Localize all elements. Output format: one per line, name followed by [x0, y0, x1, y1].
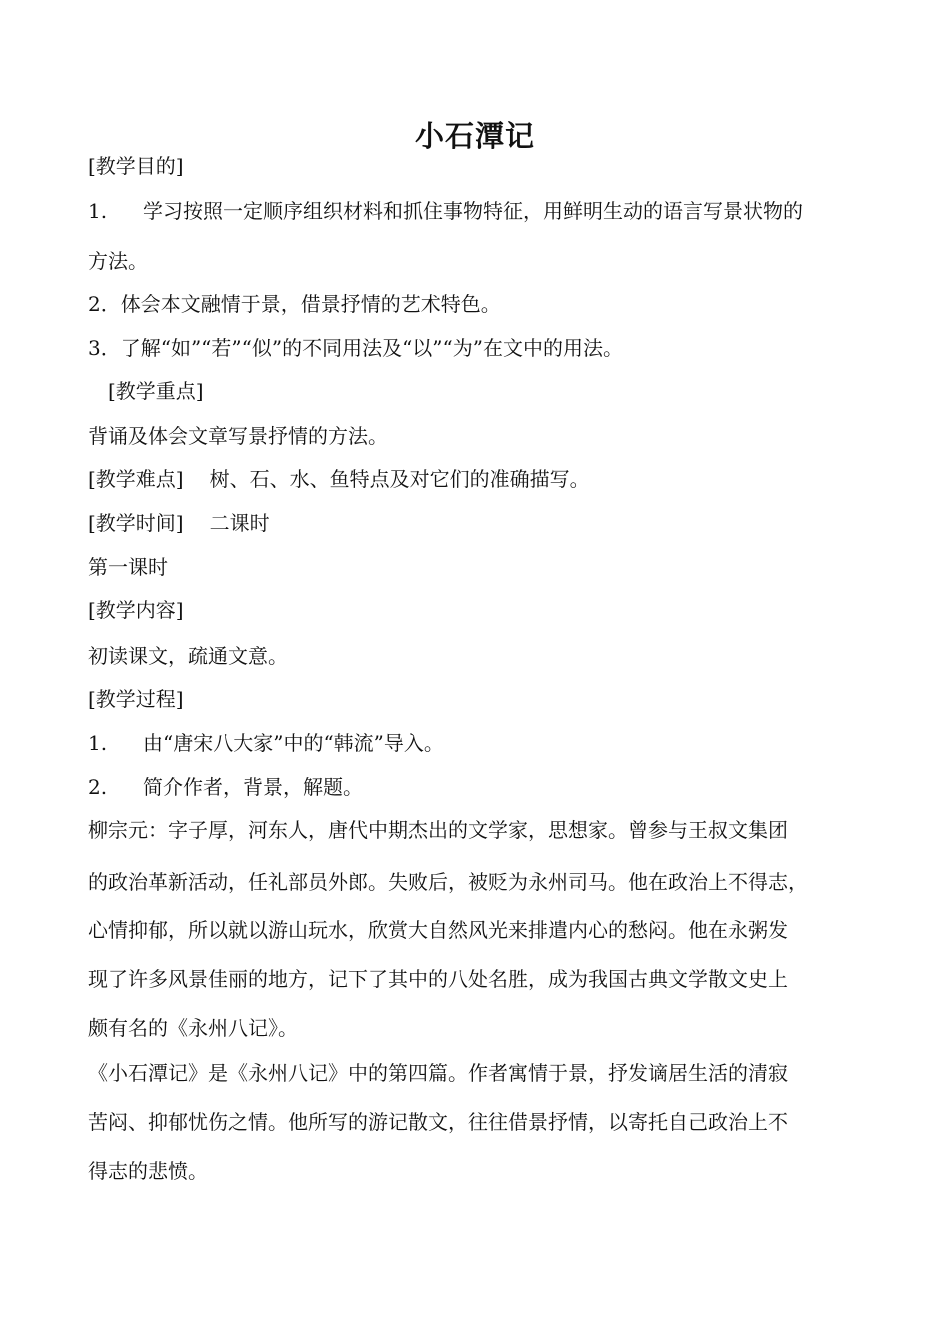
- objective-number-1: 1.: [88, 199, 108, 223]
- key-points-heading: [教学重点]: [108, 379, 204, 403]
- objective-item-1: [88, 195, 878, 227]
- time-text: 二课时: [209, 511, 270, 535]
- lesson-one-label: 第一课时: [88, 555, 168, 579]
- difficulty-line: [88, 463, 878, 495]
- content-text: 初读课文，疏通文意。: [88, 644, 288, 668]
- difficulty-text: 树、石、水、鱼特点及对它们的准确描写。: [209, 467, 590, 491]
- process-text-2: 简介作者，背景，解题。: [143, 775, 363, 799]
- difficulty-heading: [教学难点]: [88, 467, 184, 491]
- intro-paragraph-line: 《小石潭记》是《永州八记》中的第四篇。作者寓情于景，抒发谪居生活的清寂: [88, 1061, 788, 1085]
- key-points-text: 背诵及体会文章写景抒情的方法。: [88, 424, 388, 448]
- author-paragraph-line: 颇有名的《永州八记》。: [88, 1016, 298, 1040]
- time-line: [88, 507, 878, 539]
- process-number-2: 2.: [88, 775, 108, 799]
- intro-paragraph-line: 苦闷、抑郁忧伤之情。他所写的游记散文，往往借景抒情，以寄托自己政治上不: [88, 1110, 788, 1134]
- process-step-2: [88, 771, 878, 803]
- process-number-1: 1.: [88, 731, 108, 755]
- objective-item-1-continued: 方法。: [88, 249, 148, 273]
- author-paragraph-line: 的政治革新活动，任礼部员外郎。失败后，被贬为永州司马。他在政治上不得志，: [88, 870, 808, 894]
- objective-item-2: 2．体会本文融情于景，借景抒情的艺术特色。: [88, 292, 501, 316]
- content-heading: [教学内容]: [88, 598, 184, 622]
- objective-item-3: 3．了解“如”“若”“似”的不同用法及“以”“为”在文中的用法。: [88, 336, 623, 360]
- author-paragraph-line: 心情抑郁，所以就以游山玩水，欣赏大自然风光来排遣内心的愁闷。他在永粥发: [88, 918, 788, 942]
- process-text-1: 由“唐宋八大家”中的“韩流”导入。: [143, 731, 444, 755]
- objectives-heading: [教学目的]: [88, 154, 184, 178]
- process-step-1: [88, 727, 878, 759]
- time-heading: [教学时间]: [88, 511, 184, 535]
- intro-paragraph-line: 得志的悲愤。: [88, 1159, 208, 1183]
- process-heading: [教学过程]: [88, 687, 184, 711]
- author-paragraph-line: 现了许多风景佳丽的地方，记下了其中的八处名胜，成为我国古典文学散文史上: [88, 967, 788, 991]
- author-paragraph-line: 柳宗元：字子厚，河东人，唐代中期杰出的文学家，思想家。曾参与王叔文集团: [88, 818, 788, 842]
- objective-text-1: 学习按照一定顺序组织材料和抓住事物特征，用鲜明生动的语言写景状物的: [143, 199, 803, 223]
- document-title: 小石潭记: [414, 119, 535, 153]
